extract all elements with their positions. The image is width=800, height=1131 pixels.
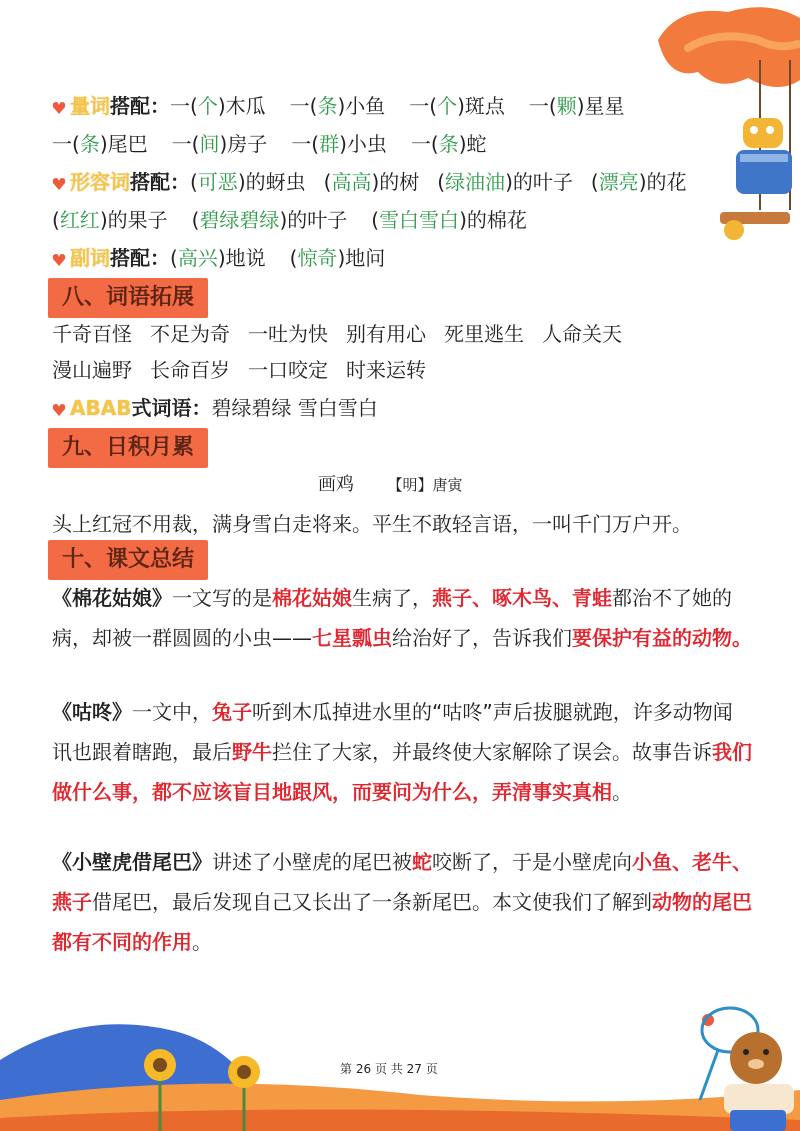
answer-word: 惊奇 [297,246,338,270]
match-item: 一(颗)星星 [528,94,625,118]
match-item: 一(群)小虫 [291,132,387,156]
match-item: (碧绿碧绿)的叶子 [191,208,348,232]
body-text: 生病了， [352,586,432,610]
section-title-9: 九、日积月累 [48,428,208,468]
match-item: 一(个)木瓜 [170,94,266,118]
match-item: (惊奇)地问 [289,246,386,270]
measure-label: 量词 [70,94,110,118]
body-text: 一文写的是 [172,586,272,610]
match-item: (红红)的果子 [52,208,168,232]
measure-items-1 [170,94,625,118]
abab-label: ABAB [70,396,132,420]
summary-paragraph-2 [52,692,752,812]
idiom-row-1 [52,320,622,348]
summary-paragraph-3 [52,842,752,962]
answer-word: 高兴 [177,246,218,270]
footer-mid: 页 共 [374,1062,403,1076]
lesson-title: 《棉花姑娘》 [52,586,172,610]
abab-suffix: 式词语： [131,396,212,420]
answer-word: 条 [317,94,338,118]
adj-items-1 [190,170,687,194]
body-text: 咬断了，于是小壁虎向 [432,850,632,874]
answer-word: 间 [199,132,220,156]
match-suffix: 搭配： [110,246,170,270]
section-title-8: 八、词语拓展 [48,278,208,318]
answer-word: 条 [438,132,459,156]
answer-word: 红红 [59,208,100,232]
body-text: 都治不了她的病，却被一群圆圆的小虫—— [52,586,732,650]
poem-heading [318,470,462,496]
body-text: 。 [612,780,632,804]
highlight-text: 蛇 [412,850,432,874]
idiom-word: 时来运转 [346,358,426,382]
giraffe-swing-illustration [648,0,800,250]
body-text: 一文中， [132,700,212,724]
highlight-text: 燕子、啄木鸟、青蛙 [432,586,612,610]
measure-match-row-2 [52,130,487,158]
idiom-word: 别有用心 [346,322,426,346]
body-text: 借尾巴，最后发现自己又长出了一条新尾巴。本文使我们了解到 [92,890,652,914]
heart-icon [52,253,66,267]
idiom-word: 漫山遍野 [52,358,132,382]
poem-author: 【明】唐寅 [387,476,463,494]
section-title-10: 十、课文总结 [48,540,208,580]
heart-icon [52,403,66,417]
answer-word: 雪白雪白 [379,208,460,232]
match-item: (可恶)的蚜虫 [190,170,306,194]
measure-match-row-1 [52,92,625,120]
idiom-word: 千奇百怪 [52,322,132,346]
abab-row [52,394,378,422]
match-item: (高高)的树 [323,170,420,194]
match-item: 一(个)斑点 [409,94,505,118]
idiom-word: 人命关天 [542,322,622,346]
heart-icon [52,101,66,115]
lesson-title: 《小壁虎借尾巴》 [52,850,212,874]
poem-text: 头上红冠不用裁，满身雪白走将来。平生不敢轻言语，一叫千门万户开。 [52,512,692,536]
body-text: 拦住了大家，并最终使大家解除了误会。故事告诉 [272,740,712,764]
page-footer [340,1060,438,1077]
highlight-text: 要保护有益的动物。 [572,626,752,650]
footer-page: 26 [355,1062,372,1076]
highlight-text: 小鱼、老牛、燕子 [52,850,752,914]
body-text: 听到木瓜掉进水里的“咕咚”声后拔腿就跑，许多动物闻讯也跟着瞎跑，最后 [52,700,733,764]
answer-word: 个 [437,94,458,118]
match-item: 一(条)尾巴 [52,132,148,156]
answer-word: 绿油油 [445,170,506,194]
footer-post: 页 [425,1062,438,1076]
body-text: 。 [192,930,212,954]
idiom-word: 一口咬定 [248,358,328,382]
adj-match-row-1 [52,168,687,196]
match-item: (高兴)地说 [170,246,266,270]
heart-icon [52,177,66,191]
highlight-text: 七星瓢虫 [312,626,392,650]
match-item: 一(间)房子 [171,132,268,156]
answer-word: 碧绿碧绿 [199,208,280,232]
abab-words: 碧绿碧绿 雪白雪白 [211,396,378,420]
match-item: 一(条)蛇 [410,132,487,156]
adv-match-row [52,244,385,272]
answer-word: 高高 [331,170,372,194]
idiom-word: 死里逃生 [444,322,524,346]
highlight-text: 动物的尾巴都有不同的作用 [52,890,752,954]
match-suffix: 搭配： [130,170,190,194]
adv-label: 副词 [70,246,110,270]
idiom-word: 不足为奇 [150,322,230,346]
idiom-word: 一吐为快 [248,322,328,346]
idiom-word: 长命百岁 [150,358,230,382]
measure-items-2 [52,132,487,156]
highlight-text: 棉花姑娘 [272,586,352,610]
poem-title: 画鸡 [318,474,354,495]
adj-items-2 [52,208,527,232]
adj-match-row-2 [52,206,527,234]
adj-label: 形容词 [70,170,130,194]
body-text: 给治好了，告诉我们 [392,626,572,650]
footer-pre: 第 [340,1062,353,1076]
body-text: 讲述了小壁虎的尾巴被 [212,850,412,874]
answer-word: 颗 [556,94,577,118]
adv-items [170,246,385,270]
highlight-text: 我们做什么事，都不应该盲目地跟风，而要问为什么，弄清事实真相 [52,740,752,804]
answer-word: 群 [319,132,340,156]
footer-total: 27 [406,1062,422,1076]
match-item: (漂亮)的花 [590,170,687,194]
highlight-text: 兔子 [212,700,252,724]
match-suffix: 搭配： [110,94,170,118]
match-item: 一(条)小鱼 [289,94,386,118]
answer-word: 可恶 [197,170,238,194]
summary-paragraph-1 [52,578,752,658]
answer-word: 漂亮 [598,170,639,194]
match-item: (绿油油)的叶子 [437,170,573,194]
match-item: (雪白雪白)的棉花 [371,208,527,232]
lesson-title: 《咕咚》 [52,700,132,724]
idiom-row-2 [52,356,426,384]
answer-word: 条 [79,132,100,156]
answer-word: 个 [197,94,218,118]
highlight-text: 野牛 [232,740,272,764]
